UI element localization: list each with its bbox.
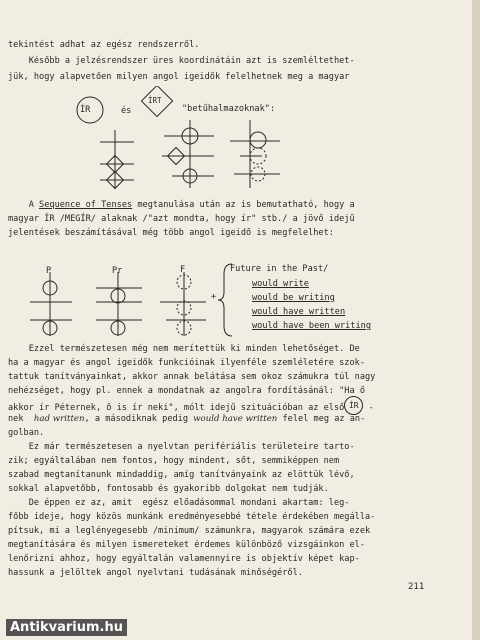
para3-line-7: golban. <box>8 428 45 438</box>
had-written-term: had written <box>33 414 85 424</box>
text-line-2: Később a jelzésrendszer üres koordinátáin azt is szemléltethet- <box>8 56 355 66</box>
para3-line-1: Ezzel természetesen még nem merítettük ki minden lehetőséget. De <box>8 344 360 354</box>
para2-line-3: jelentések beszámításával még több angol igeidő is megfelelhet: <box>8 228 334 238</box>
para2-line-2: magyar ÍR /MEGÍR/ alaknak /"azt mondta, hogy ír" stb./ a jövő idejű <box>8 214 355 224</box>
future-item-2: would write <box>252 279 309 289</box>
irt-symbol-label: ÍRT <box>148 96 162 105</box>
page-number: 211 <box>408 582 425 592</box>
para5-line-1: De éppen ez az, amit egész előadásommal mondani akartam: leg- <box>8 498 350 508</box>
para5-line-5: lenőrizni ahhoz, hogy egyáltalán valamennyire is objektív képet kap- <box>8 554 360 564</box>
circled-ir-symbol: ÍR <box>344 396 363 415</box>
para5-line-3: pítsuk, mi a leglényegesebb /minimum/ számunkra, magyarok számára ezek <box>8 526 371 536</box>
plus-sign: + <box>211 292 217 302</box>
para4-line-2: zik; egyáltalában nem fontos, hogy mindent, sőt, semmiképpen nem <box>8 456 340 466</box>
future-item-4: would have written <box>252 307 346 317</box>
para2-line-1: A Sequence of Tenses megtanulása után az is bemutatható, hogy a <box>8 200 355 210</box>
future-item-1: Future in the Past/ <box>230 264 329 274</box>
text-line-1: tekintést adhat az egész rendszerről. <box>8 40 200 50</box>
para5-line-6: hassunk a jelöltek angol nyelvtani tudásának minőségéről. <box>8 568 303 578</box>
para3-line-5: akkor ír Péternek, ő is ír neki", mólt idejű szituációban az első ÍR - <box>8 400 480 415</box>
sequence-of-tenses-term: Sequence of Tenses <box>39 200 133 210</box>
para4-line-3: szabad megtanítanunk mindaddig, amíg tanítványaink az elöttük lévő, <box>8 470 355 480</box>
tense-diagram-1 <box>0 86 480 196</box>
para5-line-2: főbb ideje, hogy közös munkánk eredményesebbé tétele érdekében megálla- <box>8 512 376 522</box>
para4-line-1: Ez már természetesen a nyelvtan perifériális területeire tarto- <box>8 442 355 452</box>
para3-line-4: nehézséget, hogy pl. ennek a mondatnak az angolra fordításánál: "Ha ő <box>8 386 365 396</box>
label-p: P <box>46 266 52 276</box>
would-have-written-term: would have written <box>193 414 278 424</box>
es-label: és <box>121 106 132 116</box>
para3-line-6: nek had written, a másodiknak pedig would have written felel meg az an- <box>8 414 366 424</box>
text-line-3: jük, hogy alapvetően milyen angol igeidők felelhetnek meg a magyar <box>8 72 350 82</box>
ir-symbol-label: ÍR <box>80 105 91 115</box>
label-f: F <box>180 265 186 275</box>
para5-line-4: megtanítására és milyen ismereteket érdemes különböző vizsgáinkon el- <box>8 540 365 550</box>
para4-line-4: sokkal alapvetőbb, fontosabb és gyakoribb dolgokat nem tudják. <box>8 484 329 494</box>
future-item-3: would be writing <box>252 293 335 303</box>
para3-line-2: ha a magyar és angol igeidők funkcióinak ilyenféle szemléletére szok- <box>8 358 365 368</box>
watermark-logo: Antikvarium.hu <box>6 619 127 636</box>
label-pr: Pr <box>112 266 123 276</box>
future-item-5: would have been writing <box>252 321 371 331</box>
para3-line-3: tattuk tanítványainkat, akkor annak belátása sem okoz számukra túl nagy <box>8 372 376 382</box>
diagram1-caption: "betűhalmazoknak": <box>182 104 276 114</box>
